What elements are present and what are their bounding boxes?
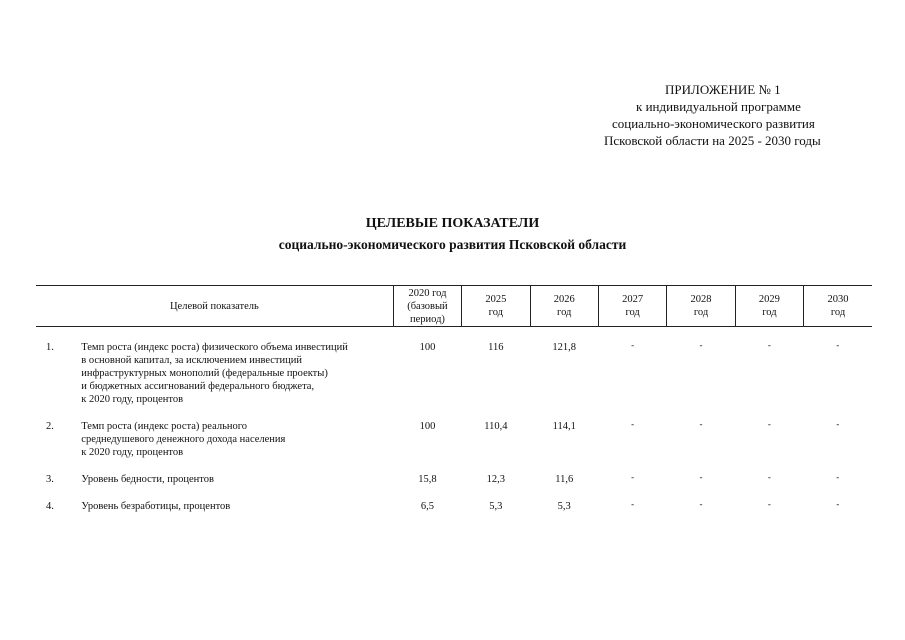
value-2027: -	[631, 340, 635, 350]
value-2029: -	[767, 419, 771, 429]
value-2026: 114,1	[552, 421, 576, 432]
value-2030: -	[836, 340, 840, 350]
value-2020: 100	[419, 421, 436, 432]
row-indicator	[36, 500, 393, 513]
value-2029: -	[767, 340, 771, 350]
row-number: 3.	[46, 474, 54, 485]
value-2025: 116	[488, 342, 504, 353]
value-2020: 6,5	[420, 501, 434, 512]
value-2030: -	[836, 472, 840, 482]
value-2028: -	[699, 419, 703, 429]
header-2025: 2025 год	[462, 286, 530, 327]
row-number: 4.	[46, 501, 54, 512]
value-2020: 15,8	[418, 474, 437, 485]
header-2029: 2029 год	[735, 286, 803, 327]
indicators-table	[36, 285, 872, 513]
value-2027: -	[631, 472, 635, 482]
row-description: Темп роста (индекс роста) физического объема инвестиций в основной капитал, за исключением инвестиций инфраструктурных монополий (федеральные проекты) и бюджетных ассигнований федерального бюджета, к 2020 году, процентов	[81, 342, 348, 405]
appendix-line-4: Псковской области на 2025 - 2030 годы	[604, 133, 821, 148]
value-2028: -	[699, 499, 703, 509]
title-sub: социально-экономического развития Псковской области	[278, 237, 627, 252]
header-2030: 2030 год	[804, 286, 872, 327]
table-row	[36, 473, 872, 486]
value-2030: -	[836, 419, 840, 429]
value-2029: -	[767, 499, 771, 509]
row-description: Уровень бедности, процентов	[81, 474, 214, 485]
row-description: Темп роста (индекс роста) реального среднедушевого денежного дохода населения к 2020 году, процентов	[81, 421, 286, 458]
value-2028: -	[699, 340, 703, 350]
value-2027: -	[631, 419, 635, 429]
header-2027: 2027 год	[598, 286, 666, 327]
appendix-number: ПРИЛОЖЕНИЕ № 1	[665, 82, 781, 97]
appendix-line-2: к индивидуальной программе	[636, 99, 801, 114]
value-2030: -	[836, 499, 840, 509]
row-indicator	[36, 341, 393, 406]
value-2026: 5,3	[557, 501, 571, 512]
header-indicator: Целевой показатель	[36, 286, 393, 327]
title-main: ЦЕЛЕВЫЕ ПОКАЗАТЕЛИ	[365, 216, 540, 231]
value-2025: 12,3	[486, 474, 506, 485]
appendix-header	[560, 80, 905, 149]
table-row	[36, 420, 872, 459]
header-2020: 2020 год (базовый период)	[393, 286, 461, 327]
row-indicator	[36, 420, 393, 459]
value-2020: 100	[419, 342, 436, 353]
value-2026: 121,8	[552, 342, 577, 353]
table-header-row	[36, 286, 872, 327]
table-row	[36, 500, 872, 513]
row-number: 1.	[46, 342, 54, 353]
document-title	[0, 213, 905, 255]
value-2027: -	[631, 499, 635, 509]
value-2026: 11,6	[555, 474, 574, 485]
value-2025: 5,3	[489, 501, 503, 512]
header-2026: 2026 год	[530, 286, 598, 327]
value-2025: 110,4	[484, 421, 508, 432]
value-2028: -	[699, 472, 703, 482]
row-description: Уровень безработицы, процентов	[81, 501, 231, 512]
appendix-line-3: социально-экономического развития	[612, 116, 815, 131]
header-2028: 2028 год	[667, 286, 735, 327]
row-indicator	[36, 473, 393, 486]
row-number: 2.	[46, 421, 54, 432]
value-2029: -	[767, 472, 771, 482]
table-row	[36, 341, 872, 406]
